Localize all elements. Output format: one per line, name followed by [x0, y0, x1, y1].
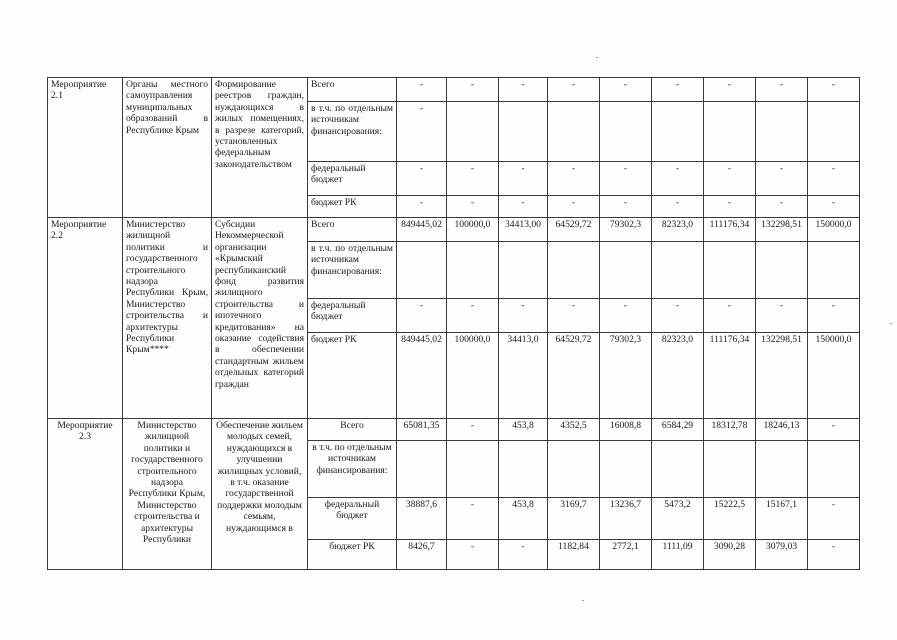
amount-cell: - — [808, 78, 860, 102]
amount-cell: 15167,1 — [756, 498, 808, 540]
amount-cell: 453,8 — [499, 419, 548, 441]
amount-cell — [499, 242, 548, 299]
amount-cell: - — [704, 162, 756, 196]
amount-cell: 849445,02 — [397, 333, 447, 419]
amount-cell: - — [756, 299, 808, 333]
executor-cell: Министерство жилищной политики и государственного строительного надзора Республики Крым, Министерство строительства и архитектуры Республики Крым**** — [123, 218, 212, 419]
amount-cell: - — [652, 299, 704, 333]
amount-cell: - — [600, 78, 652, 102]
amount-cell: - — [600, 196, 652, 218]
amount-cell: - — [447, 162, 499, 196]
amount-cell — [652, 441, 704, 498]
amount-cell: - — [652, 78, 704, 102]
amount-cell: - — [808, 540, 860, 570]
amount-cell: - — [499, 540, 548, 570]
amount-cell — [447, 102, 499, 162]
amount-cell: - — [756, 196, 808, 218]
amount-cell: 1111,09 — [652, 540, 704, 570]
amount-cell — [652, 242, 704, 299]
amount-cell: 16008,8 — [600, 419, 652, 441]
scan-dust — [596, 57, 598, 58]
amount-cell — [704, 102, 756, 162]
amount-cell: 34413,00 — [499, 218, 548, 242]
amount-cell: - — [704, 196, 756, 218]
amount-cell: 132298,51 — [756, 218, 808, 242]
description-cell: Субсидии Некоммерческой организации «Крымский республиканский фонд развития жилищного строительства и ипотечного кредитования» на оказание содействия в обеспечении стандартным жильем отдельных категорий граждан — [212, 218, 308, 419]
table-row — [48, 218, 860, 242]
amount-cell: - — [652, 196, 704, 218]
amount-cell: - — [397, 102, 447, 162]
amount-cell — [447, 242, 499, 299]
amount-cell: 34413,0 — [499, 333, 548, 419]
amount-cell: 4352,5 — [548, 419, 600, 441]
amount-cell: - — [756, 78, 808, 102]
amount-cell — [548, 242, 600, 299]
amount-cell: 3090,28 — [704, 540, 756, 570]
amount-cell — [397, 441, 447, 498]
source-label: федеральный бюджет — [308, 162, 397, 196]
amount-cell — [808, 102, 860, 162]
amount-cell: 1182,84 — [548, 540, 600, 570]
amount-cell: 150000,0 — [808, 218, 860, 242]
amount-cell: 453,8 — [499, 498, 548, 540]
amount-cell: - — [548, 196, 600, 218]
amount-cell — [756, 441, 808, 498]
amount-cell: 64529,72 — [548, 218, 600, 242]
amount-cell: - — [447, 196, 499, 218]
amount-cell: 100000,0 — [447, 333, 499, 419]
amount-cell: 65081,35 — [397, 419, 447, 441]
amount-cell: - — [704, 299, 756, 333]
source-label: Всего — [308, 218, 397, 242]
amount-cell: 132298,51 — [756, 333, 808, 419]
description-cell: Формирование реестров граждан, нуждающихся в жилых помещениях, в разрезе категорий, установленных федеральным законодательством — [212, 78, 308, 218]
amount-cell: - — [652, 162, 704, 196]
executor-cell: Министерство жилищной политики и государственного строительного надзора Республики Крым, Министерство строительства и архитектуры Республики — [123, 419, 212, 570]
amount-cell: - — [600, 162, 652, 196]
amount-cell — [548, 102, 600, 162]
source-label: федеральный бюджет — [308, 299, 397, 333]
amount-cell: 64529,72 — [548, 333, 600, 419]
amount-cell — [652, 102, 704, 162]
amount-cell: 82323,0 — [652, 333, 704, 419]
table-row — [48, 78, 860, 102]
amount-cell — [447, 441, 499, 498]
source-label: бюджет РК — [308, 196, 397, 218]
amount-cell: 15222,5 — [704, 498, 756, 540]
source-label: Всего — [308, 419, 397, 441]
amount-cell: 3169,7 — [548, 498, 600, 540]
amount-cell: - — [499, 78, 548, 102]
amount-cell: 18312,78 — [704, 419, 756, 441]
amount-cell — [600, 242, 652, 299]
amount-cell: - — [447, 498, 499, 540]
amount-cell — [756, 242, 808, 299]
amount-cell: - — [499, 162, 548, 196]
amount-cell: 111176,34 — [704, 333, 756, 419]
amount-cell: 111176,34 — [704, 218, 756, 242]
amount-cell: - — [756, 162, 808, 196]
amount-cell — [808, 242, 860, 299]
amount-cell — [808, 441, 860, 498]
executor-cell: Органы местного самоуправления муниципальных образований в Республике Крым — [123, 78, 212, 218]
amount-cell: - — [397, 299, 447, 333]
table-row — [48, 419, 860, 441]
description-cell: Обеспечение жильем молодых семей, нуждающихся в улучшении жилищных условий, в т.ч. оказание государственной поддержки молодым семьям, нуждающимся в — [212, 419, 308, 570]
amount-cell: - — [600, 299, 652, 333]
activity-label: Мероприятие 2.3 — [48, 419, 123, 570]
amount-cell: - — [447, 78, 499, 102]
amount-cell: 82323,0 — [652, 218, 704, 242]
financing-table — [47, 77, 860, 570]
amount-cell: 2772,1 — [600, 540, 652, 570]
source-label: бюджет РК — [308, 333, 397, 419]
source-label: в т.ч. по отдельным источникам финансирования: — [308, 242, 397, 299]
amount-cell: - — [548, 78, 600, 102]
amount-cell: - — [808, 299, 860, 333]
amount-cell: - — [397, 196, 447, 218]
amount-cell: 6584,29 — [652, 419, 704, 441]
amount-cell: - — [397, 162, 447, 196]
amount-cell: - — [808, 498, 860, 540]
amount-cell: 38887,6 — [397, 498, 447, 540]
amount-cell — [600, 102, 652, 162]
amount-cell: - — [548, 162, 600, 196]
amount-cell: - — [499, 299, 548, 333]
amount-cell: 79302,3 — [600, 333, 652, 419]
activity-label: Мероприятие 2.1 — [48, 78, 123, 218]
amount-cell: - — [447, 419, 499, 441]
amount-cell: - — [704, 78, 756, 102]
activity-label: Мероприятие 2.2 — [48, 218, 123, 419]
amount-cell: 18246,13 — [756, 419, 808, 441]
amount-cell: 79302,3 — [600, 218, 652, 242]
amount-cell — [704, 242, 756, 299]
amount-cell — [499, 102, 548, 162]
amount-cell: - — [499, 196, 548, 218]
amount-cell: - — [808, 196, 860, 218]
amount-cell: 13236,7 — [600, 498, 652, 540]
source-label: в т.ч. по отдельным источникам финансирования: — [308, 441, 397, 498]
amount-cell — [397, 242, 447, 299]
scan-dust — [582, 600, 584, 601]
amount-cell: - — [808, 419, 860, 441]
amount-cell: 3079,03 — [756, 540, 808, 570]
source-label: Всего — [308, 78, 397, 102]
amount-cell — [704, 441, 756, 498]
amount-cell: - — [447, 299, 499, 333]
amount-cell: 100000,0 — [447, 218, 499, 242]
amount-cell — [756, 102, 808, 162]
amount-cell: 5473,2 — [652, 498, 704, 540]
amount-cell — [548, 441, 600, 498]
amount-cell: 8426,7 — [397, 540, 447, 570]
amount-cell: - — [397, 78, 447, 102]
amount-cell: 849445,02 — [397, 218, 447, 242]
amount-cell: - — [447, 540, 499, 570]
scan-dust — [890, 323, 892, 324]
source-label: бюджет РК — [308, 540, 397, 570]
amount-cell — [600, 441, 652, 498]
amount-cell: 150000,0 — [808, 333, 860, 419]
source-label: федеральный бюджет — [308, 498, 397, 540]
amount-cell: - — [548, 299, 600, 333]
amount-cell — [499, 441, 548, 498]
amount-cell: - — [808, 162, 860, 196]
source-label: в т.ч. по отдельным источникам финансирования: — [308, 102, 397, 162]
